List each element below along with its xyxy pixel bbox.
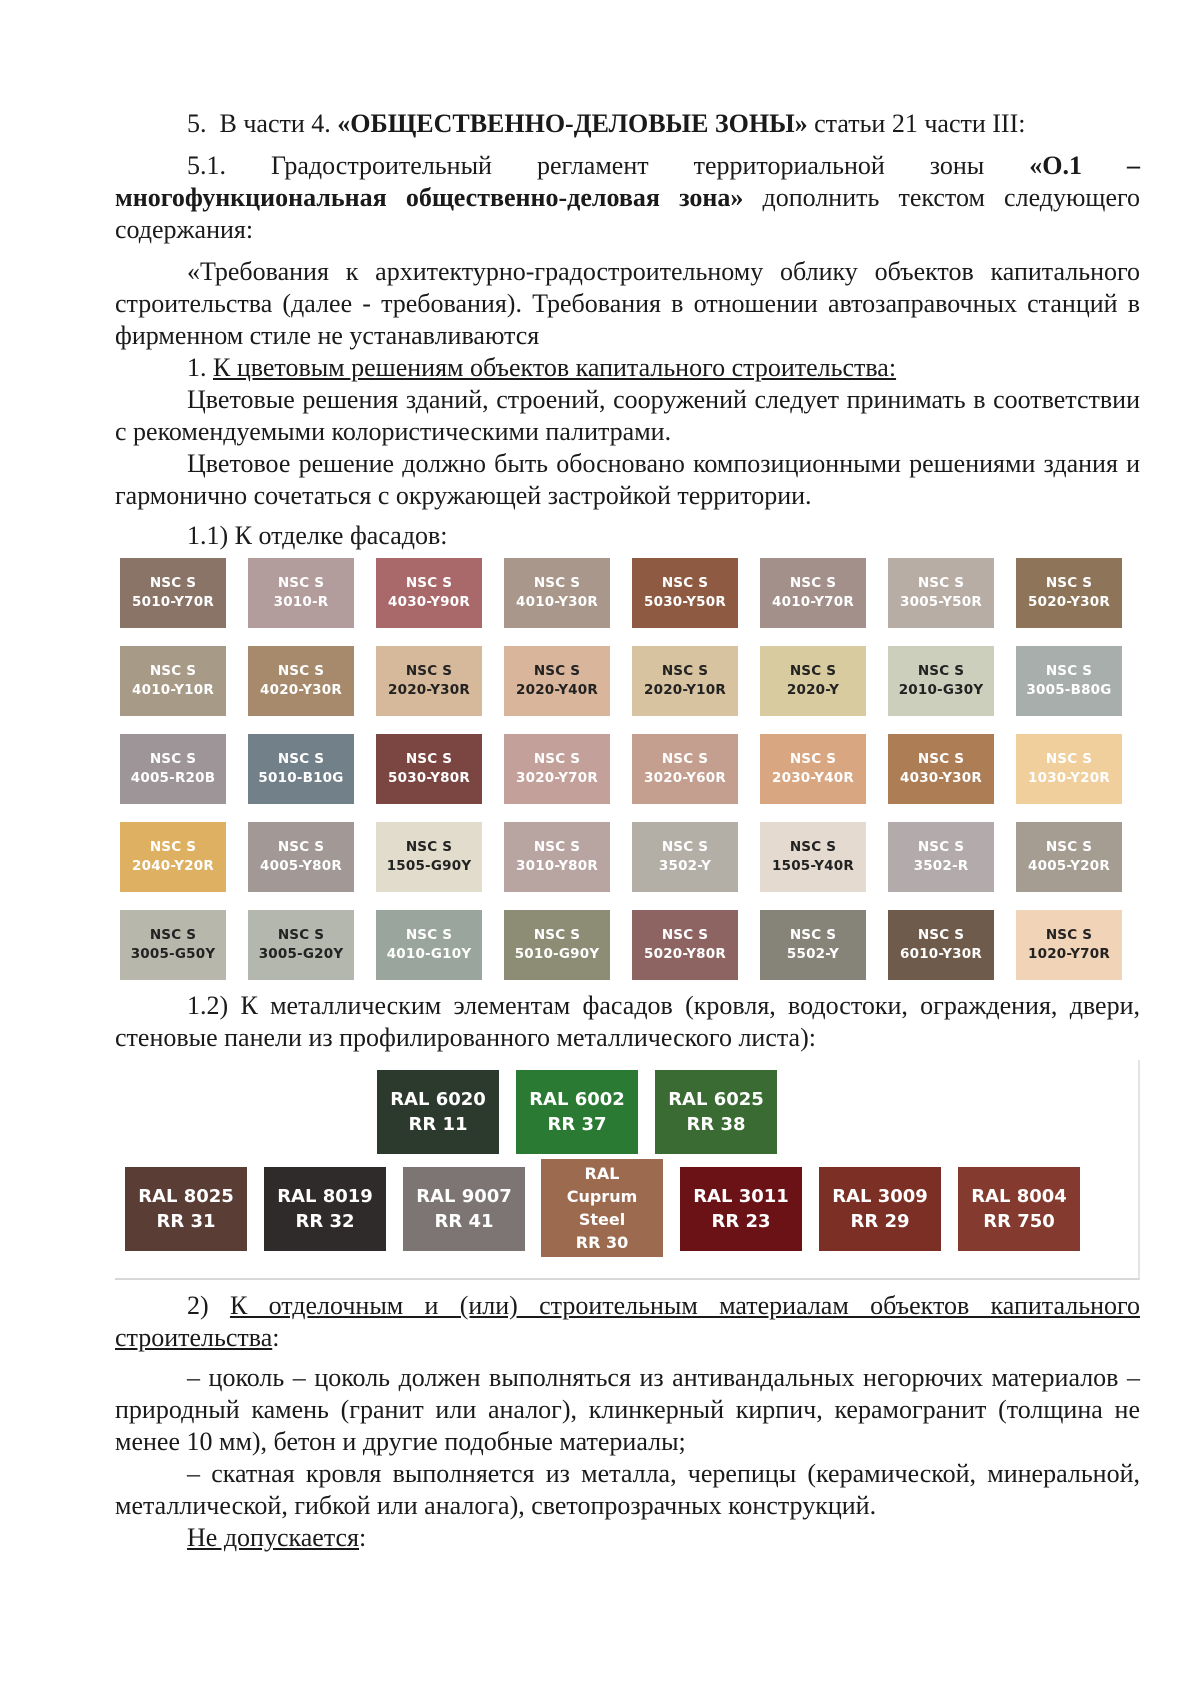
ral-swatch-label: RAL 8004: [971, 1186, 1067, 1207]
ral-swatch-label: RAL 3011: [693, 1186, 789, 1207]
swatch-system-label: NSC S: [533, 663, 581, 679]
swatch-code-label: 4020-Y30R: [260, 682, 342, 698]
swatch-code-label: 3005-G50Y: [130, 946, 216, 962]
swatch-code-label: 4030-Y90R: [388, 594, 470, 610]
swatch-system-label: NSC S: [789, 927, 837, 943]
swatch-code-label: 1030-Y20R: [1028, 770, 1110, 786]
heading-2-colon: :: [272, 1323, 280, 1352]
nsc-swatch: [1016, 910, 1122, 980]
swatch-system-label: NSC S: [533, 751, 581, 767]
nsc-swatch: [248, 822, 354, 892]
section-5-1-tail: дополнить текстом следующего содержания:: [115, 183, 1140, 244]
swatch-code-label: 4010-Y70R: [772, 594, 854, 610]
swatch-code-label: 5020-Y30R: [1028, 594, 1110, 610]
swatch-code-label: 2030-Y40R: [772, 770, 854, 786]
swatch-code-label: 5010-G90Y: [514, 946, 600, 962]
ral-swatch-label: RR 23: [711, 1211, 771, 1232]
nsc-swatch: [760, 558, 866, 628]
section-5-1: [115, 150, 1140, 246]
ral-swatch-label: RAL 6002: [529, 1089, 625, 1110]
nsc-swatch: [376, 910, 482, 980]
nsc-palette-grid: [120, 558, 1140, 980]
ral-swatch-label: RAL 3009: [832, 1186, 928, 1207]
nsc-swatch: [120, 910, 226, 980]
swatch-code-label: 5010-Y70R: [132, 594, 214, 610]
nsc-swatch: [504, 822, 610, 892]
ral-swatch-label: RR 29: [850, 1211, 910, 1232]
swatch-code-label: 4010-G10Y: [386, 946, 472, 962]
nsc-swatch: [632, 646, 738, 716]
ral-swatch-label: RR 31: [156, 1211, 216, 1232]
ral-palette: [115, 1060, 1140, 1280]
nsc-swatch: [1016, 646, 1122, 716]
swatch-code-label: 3502-R: [913, 858, 969, 874]
swatch-code-label: 3010-Y80R: [516, 858, 598, 874]
swatch-system-label: NSC S: [405, 751, 453, 767]
swatch-code-label: 1505-Y40R: [772, 858, 854, 874]
swatch-code-label: 5030-Y80R: [388, 770, 470, 786]
swatch-system-label: NSC S: [149, 575, 197, 591]
swatch-system-label: NSC S: [917, 927, 965, 943]
ral-swatch-label: RAL: [584, 1164, 620, 1183]
section-5: [115, 108, 1140, 140]
swatch-code-label: 1020-Y70R: [1028, 946, 1110, 962]
nsc-swatch: [632, 734, 738, 804]
swatch-system-label: NSC S: [149, 839, 197, 855]
paragraph-color-justification: Цветовое решение должно быть обосновано композиционными решениями здания и гармонично сочетаться с окружающей застройкой территории.: [115, 449, 1140, 510]
swatch-system-label: NSC S: [533, 575, 581, 591]
swatch-system-label: NSC S: [1045, 663, 1093, 679]
nsc-swatch: [1016, 734, 1122, 804]
ral-swatch-label: RR 32: [295, 1211, 355, 1232]
swatch-code-label: 6010-Y30R: [900, 946, 982, 962]
swatch-code-label: 4005-Y20R: [1028, 858, 1110, 874]
nsc-swatch: [120, 822, 226, 892]
swatch-code-label: 2010-G30Y: [898, 682, 984, 698]
ral-swatch: [819, 1167, 941, 1251]
swatch-code-label: 3020-Y60R: [644, 770, 726, 786]
ral-swatch-label: RR 37: [547, 1114, 607, 1135]
swatch-system-label: NSC S: [149, 927, 197, 943]
swatch-code-label: 4010-Y30R: [516, 594, 598, 610]
nsc-swatch: [1016, 822, 1122, 892]
section-5-1-pre: 5.1. Градостроительный регламент территориальной зоны: [187, 151, 1030, 180]
swatch-system-label: NSC S: [661, 575, 709, 591]
nsc-swatch: [504, 646, 610, 716]
swatch-system-label: NSC S: [661, 751, 709, 767]
swatch-code-label: 4030-Y30R: [900, 770, 982, 786]
ral-swatch: [541, 1159, 663, 1257]
heading-1-number: 1.: [187, 353, 213, 382]
ral-swatch-label: RAL 6020: [390, 1089, 486, 1110]
ral-swatch: [403, 1167, 525, 1251]
swatch-system-label: NSC S: [405, 575, 453, 591]
ral-swatch-label: RR 750: [983, 1211, 1055, 1232]
nsc-swatch: [888, 558, 994, 628]
nsc-swatch: [888, 646, 994, 716]
section-5-text: В части 4.: [219, 109, 338, 138]
swatch-system-label: NSC S: [533, 839, 581, 855]
nsc-swatch: [248, 910, 354, 980]
ral-swatch: [958, 1167, 1080, 1251]
swatch-code-label: 3005-B80G: [1026, 682, 1112, 698]
paragraph-color-solutions: Цветовые решения зданий, строений, сооружений следует принимать в соответствии с рекомендуемыми колористическими палитрами.: [115, 385, 1140, 446]
swatch-system-label: NSC S: [1045, 575, 1093, 591]
swatch-code-label: 2020-Y10R: [644, 682, 726, 698]
swatch-system-label: NSC S: [789, 839, 837, 855]
swatch-system-label: NSC S: [917, 575, 965, 591]
swatch-system-label: NSC S: [533, 927, 581, 943]
bullet-plinth: – цоколь – цоколь должен выполняться из антивандальных негорючих материалов – природный камень (гранит или аналог), клинкерный кирпич, керамогранит (толщина не менее 10 мм), бетон и другие подобные материалы;: [115, 1363, 1140, 1456]
ral-swatch: [264, 1167, 386, 1251]
swatch-code-label: 5030-Y50R: [644, 594, 726, 610]
heading-2-text: К отделочным и (или) строительным материалам объектов капитального строительства: [115, 1291, 1140, 1352]
nsc-swatch: [1016, 558, 1122, 628]
swatch-system-label: NSC S: [277, 663, 325, 679]
document-page: [115, 108, 1140, 1554]
bullet-pitched-roof: – скатная кровля выполняется из металла, черепицы (керамической, минеральной, металлической, гибкой или аналога), светопрозрачных конструкций.: [115, 1459, 1140, 1520]
swatch-system-label: NSC S: [277, 927, 325, 943]
swatch-system-label: NSC S: [405, 839, 453, 855]
nsc-swatch: [504, 734, 610, 804]
nsc-swatch: [120, 646, 226, 716]
swatch-code-label: 1505-G90Y: [386, 858, 472, 874]
nsc-swatch: [632, 558, 738, 628]
not-allowed-text: Не допускается: [187, 1523, 359, 1552]
swatch-code-label: 5010-B10G: [258, 770, 344, 786]
swatch-code-label: 5020-Y80R: [644, 946, 726, 962]
section-5-number: 5.: [187, 109, 207, 138]
nsc-swatch: [760, 734, 866, 804]
swatch-code-label: 3020-Y70R: [516, 770, 598, 786]
nsc-swatch: [632, 822, 738, 892]
swatch-system-label: NSC S: [405, 927, 453, 943]
nsc-swatch: [632, 910, 738, 980]
ral-swatch-label: RR 11: [408, 1114, 468, 1135]
swatch-system-label: NSC S: [405, 663, 453, 679]
nsc-swatch: [376, 558, 482, 628]
swatch-system-label: NSC S: [917, 839, 965, 855]
swatch-system-label: NSC S: [917, 751, 965, 767]
nsc-swatch: [248, 734, 354, 804]
swatch-code-label: 5502-Y: [786, 946, 840, 962]
ral-swatch: [655, 1070, 777, 1154]
ral-swatch-label: RAL 9007: [416, 1186, 512, 1207]
swatch-code-label: 2020-Y30R: [388, 682, 470, 698]
swatch-code-label: 3005-Y50R: [900, 594, 982, 610]
swatch-code-label: 2020-Y: [786, 682, 840, 698]
ral-swatch: [680, 1167, 802, 1251]
ral-swatch: [125, 1167, 247, 1251]
nsc-swatch: [248, 646, 354, 716]
heading-2: [115, 1290, 1140, 1354]
swatch-system-label: NSC S: [1045, 927, 1093, 943]
swatch-code-label: 3005-G20Y: [258, 946, 344, 962]
heading-2-number: 2): [187, 1291, 230, 1320]
nsc-swatch: [760, 822, 866, 892]
requirements-intro: «Требования к архитектурно-градостроительному облику объектов капитального строительства (далее - требования). Требования в отношении автозаправочных станций в фирменном стиле не устанавливаются: [115, 257, 1140, 350]
ral-swatch: [377, 1070, 499, 1154]
nsc-swatch: [888, 910, 994, 980]
swatch-system-label: NSC S: [661, 663, 709, 679]
swatch-system-label: NSC S: [277, 751, 325, 767]
swatch-code-label: 2020-Y40R: [516, 682, 598, 698]
nsc-swatch: [888, 734, 994, 804]
swatch-system-label: NSC S: [789, 663, 837, 679]
swatch-system-label: NSC S: [661, 839, 709, 855]
section-5-1-bold: «О.1 – многофункциональная общественно-деловая зона»: [115, 151, 1140, 212]
swatch-code-label: 4005-R20B: [130, 770, 216, 786]
heading-1: [115, 352, 1140, 384]
ral-swatch-label: RAL 8025: [138, 1186, 234, 1207]
swatch-system-label: NSC S: [149, 751, 197, 767]
nsc-swatch: [248, 558, 354, 628]
nsc-swatch: [376, 822, 482, 892]
section-5-tail: статьи 21 части III:: [807, 109, 1026, 138]
nsc-swatch: [504, 558, 610, 628]
swatch-system-label: NSC S: [277, 839, 325, 855]
nsc-swatch: [376, 734, 482, 804]
swatch-code-label: 4005-Y80R: [260, 858, 342, 874]
swatch-code-label: 3502-Y: [658, 858, 712, 874]
ral-swatch: [516, 1070, 638, 1154]
ral-swatch-label: RAL 8019: [277, 1186, 373, 1207]
ral-swatch-label: Cuprum Steel: [566, 1187, 638, 1229]
nsc-swatch: [120, 558, 226, 628]
heading-1-text: К цветовым решениям объектов капитального строительства:: [213, 353, 897, 382]
swatch-system-label: NSC S: [789, 751, 837, 767]
swatch-system-label: NSC S: [789, 575, 837, 591]
heading-1-1: 1.1) К отделке фасадов:: [187, 521, 448, 550]
nsc-swatch: [504, 910, 610, 980]
swatch-system-label: NSC S: [1045, 751, 1093, 767]
ral-swatch-label: RR 30: [575, 1233, 629, 1252]
nsc-swatch: [376, 646, 482, 716]
nsc-swatch: [760, 910, 866, 980]
not-allowed-colon: :: [359, 1523, 367, 1552]
nsc-swatch: [760, 646, 866, 716]
swatch-system-label: NSC S: [661, 927, 709, 943]
swatch-system-label: NSC S: [149, 663, 197, 679]
not-allowed-heading: [115, 1522, 1140, 1554]
ral-swatch-label: RAL 6025: [668, 1089, 764, 1110]
section-5-bold: «ОБЩЕСТВЕННО-ДЕЛОВЫЕ ЗОНЫ»: [337, 109, 808, 138]
nsc-swatch: [120, 734, 226, 804]
ral-swatch-label: RR 41: [434, 1211, 494, 1232]
swatch-code-label: 4010-Y10R: [132, 682, 214, 698]
nsc-swatch: [888, 822, 994, 892]
swatch-system-label: NSC S: [1045, 839, 1093, 855]
heading-1-2: 1.2) К металлическим элементам фасадов (кровля, водостоки, ограждения, двери, стеновые панели из профилированного металлического листа):: [115, 991, 1140, 1052]
swatch-system-label: NSC S: [917, 663, 965, 679]
swatch-system-label: NSC S: [277, 575, 325, 591]
swatch-code-label: 2040-Y20R: [132, 858, 214, 874]
ral-swatch-label: RR 38: [686, 1114, 746, 1135]
swatch-code-label: 3010-R: [273, 594, 329, 610]
